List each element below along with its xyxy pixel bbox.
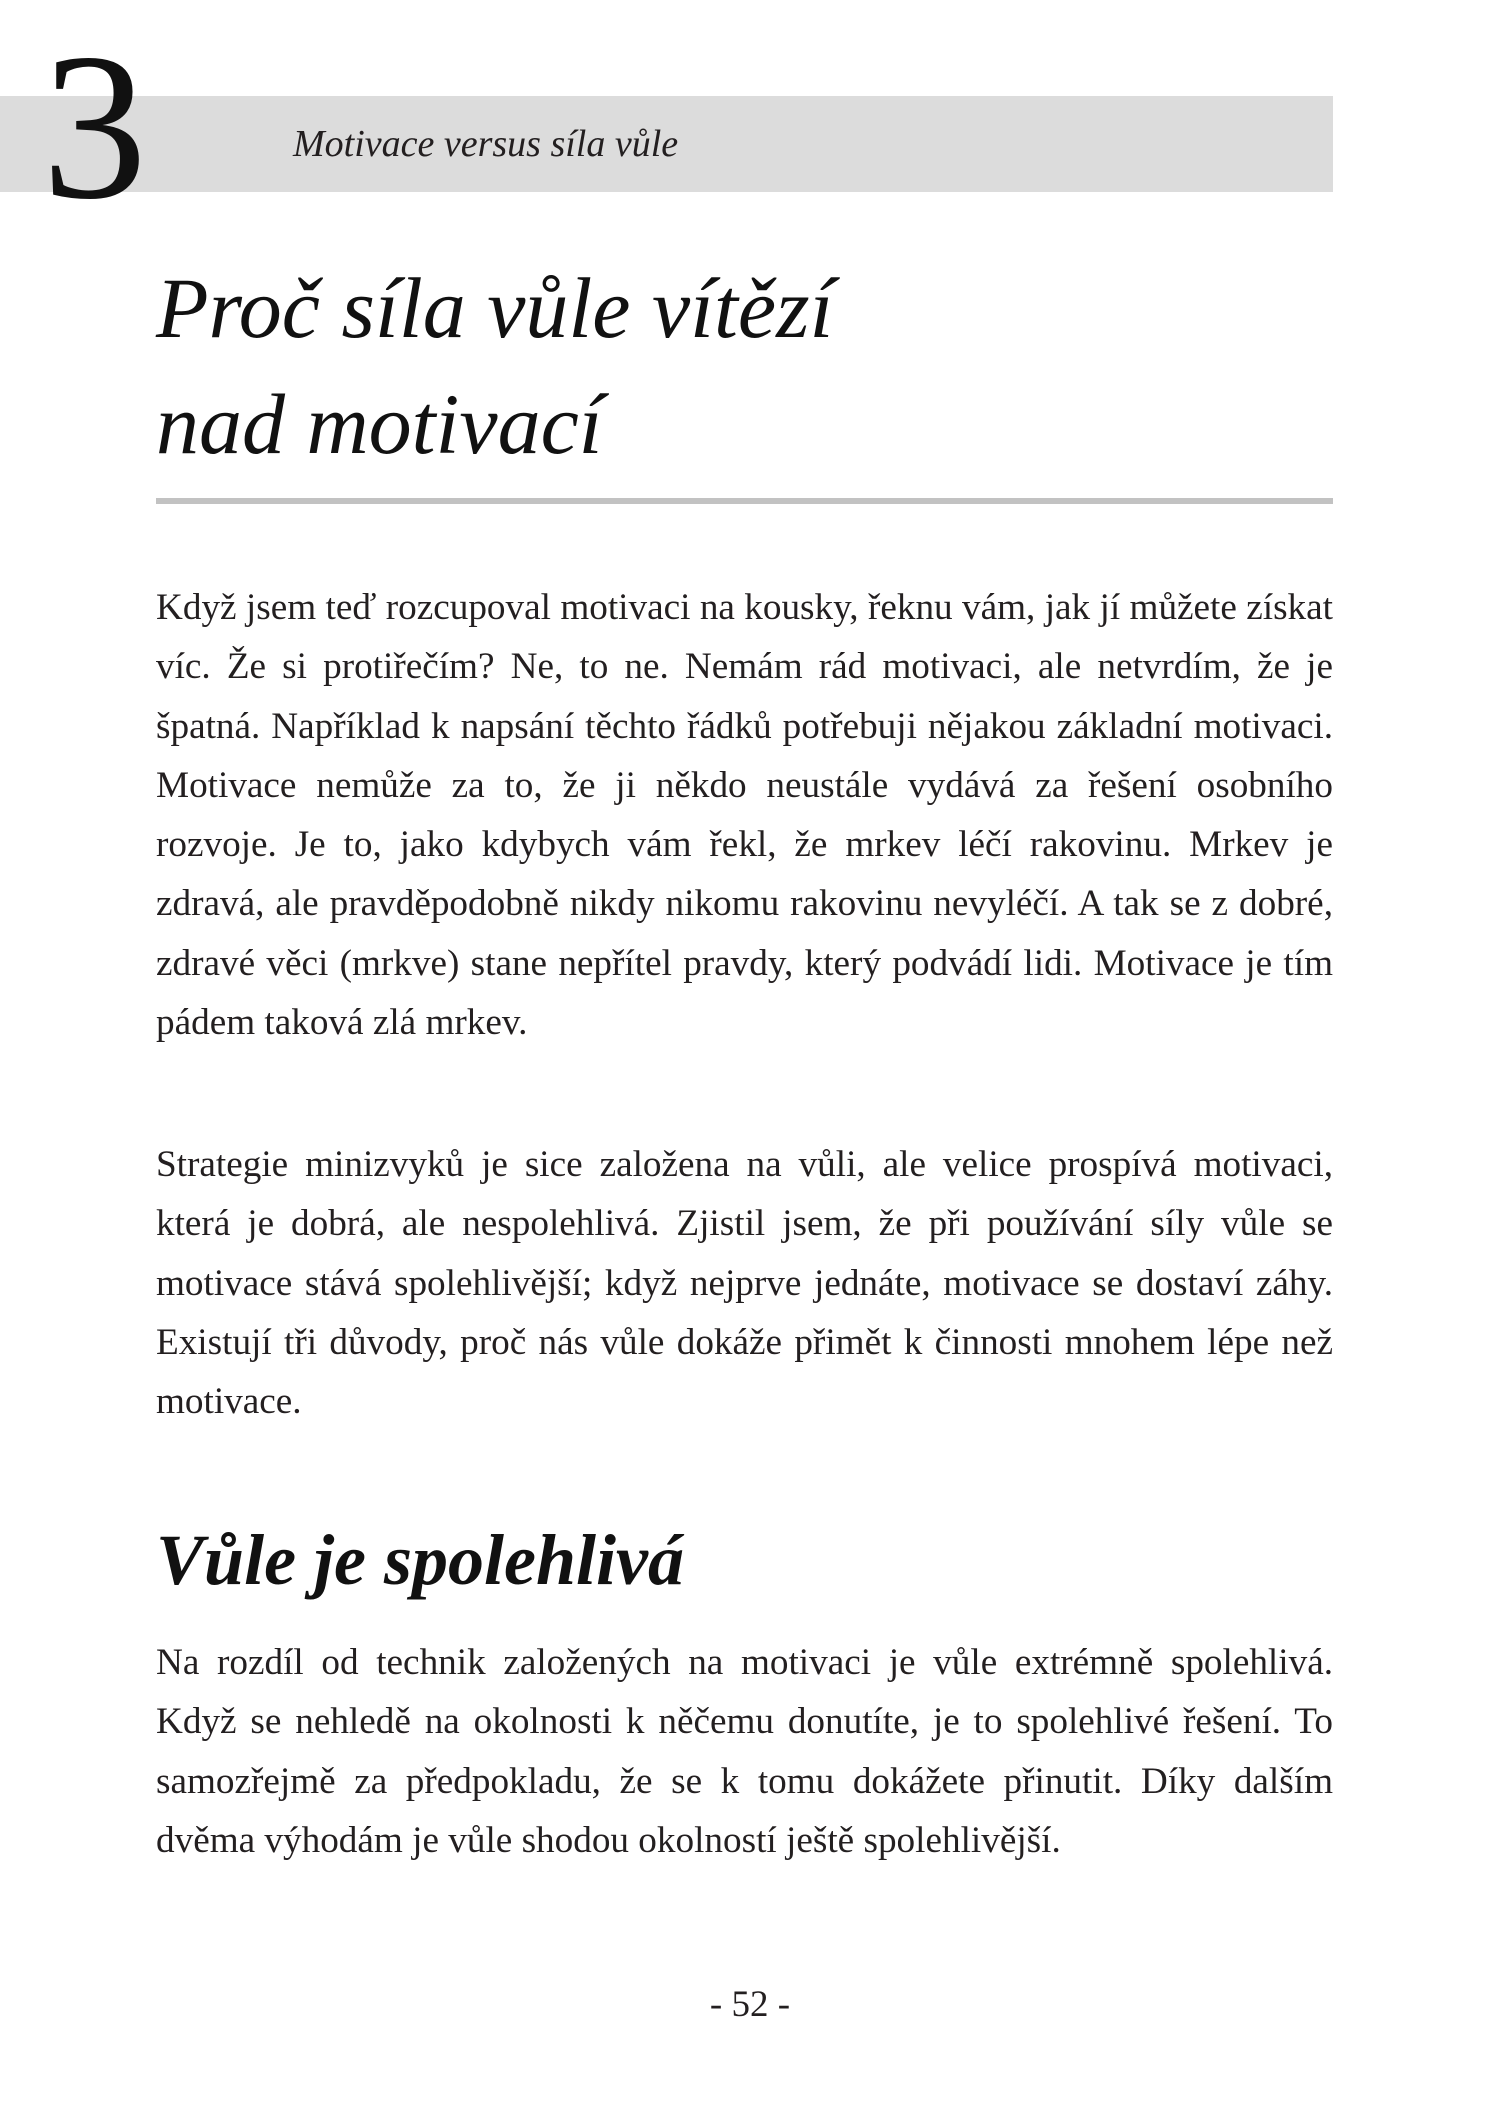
body-paragraph-2: Strategie minizvyků je sice založena na vůli, ale velice prospívá motivaci, která je dobrá, ale nespolehlivá. Zjistil jsem, že při používání síly vůle se motivace stává spolehlivější; když nejprve jednáte, motivace se dostaví záhy. Existují tři důvody, proč nás vůle dokáže přimět k činnosti mnohem lépe než motivace.: [156, 1144, 1333, 1423]
page-title: [156, 250, 1316, 482]
chapter-title: Motivace versus síla vůle: [293, 123, 679, 165]
body-paragraph-1: Když jsem teď rozcupoval motivaci na kousky, řeknu vám, jak jí můžete získat víc. Že si protiřečím? Ne, to ne. Nemám rád motivaci, ale netvrdím, že je špatná. Například k napsání těchto řádků potřebuji nějakou základní motivaci. Motivace nemůže za to, že ji někdo neustále vydává za řešení osobního rozvoje. Je to, jako kdybych vám řekl, že mrkev léčí rakovinu. Mrkev je zdravá, ale pravděpodobně nikdy nikomu rakovinu nevyléčí. A tak se z dobré, zdravé věci (mrkve) stane nepřítel pravdy, který podvádí lidi. Motivace je tím pádem taková zlá mrkev.: [156, 587, 1333, 1044]
page-number: - 52 -: [709, 1984, 791, 2025]
section-paragraph: Na rozdíl od technik založených na motivaci je vůle extrémně spolehlivá. Když se nehledě na okolnosti k něčemu donutíte, je to spolehlivé řešení. To samozřejmě za předpokladu, že se k tomu dokážete přinutit. Díky dalším dvěma výhodám je vůle shodou okolností ještě spolehlivější.: [156, 1642, 1333, 1861]
page-title-line-1: Proč síla vůle vítězí: [156, 260, 834, 356]
section-heading: Vůle je spolehlivá: [156, 1520, 684, 1600]
chapter-number: 3: [42, 11, 147, 243]
page-title-line-2: nad motivací: [156, 376, 603, 472]
heading-divider: [156, 498, 1333, 504]
